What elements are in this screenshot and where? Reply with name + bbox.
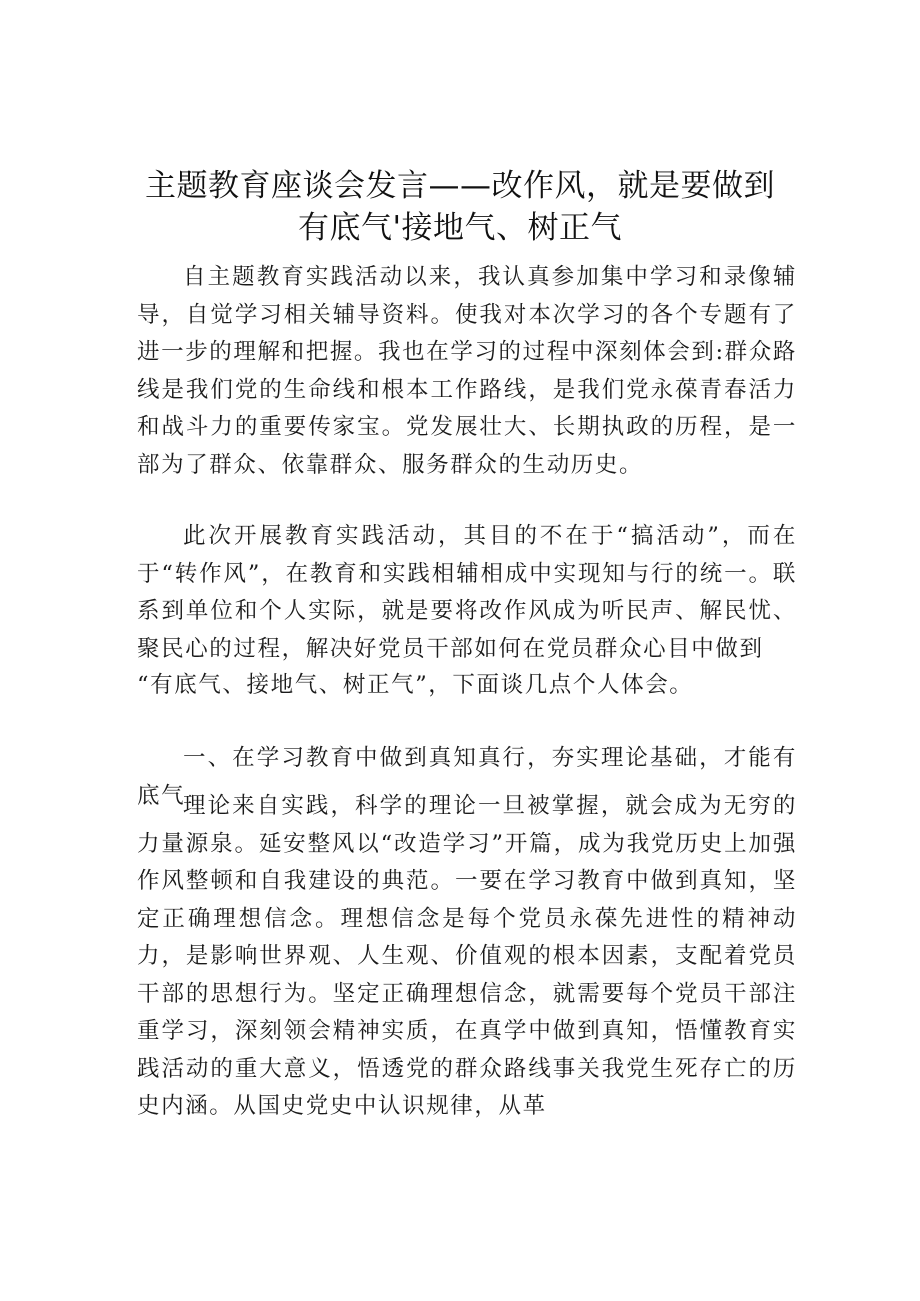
document-title-line-2: 有底气'接地气、树正气 — [297, 210, 623, 246]
section-heading-1: 一、在学习教育中做到真知真行，夯实理论基础，才能有底气 — [137, 745, 797, 809]
paragraph-purpose-continued: “有底气、接地气、树正气”，下面谈几点个人体会。 — [137, 672, 694, 698]
paragraph-purpose: 此次开展教育实践活动，其目的不在于“搞活动”，而在于“转作风”，在教育和实践相辅相成中实现知与行的统一。联系到单位和个人实际，就是要将改作风成为听民声、解民忧、聚民心的过程，解决好党员干部如何在党员群众心目中做到 — [137, 523, 797, 662]
document-title-line-1: 主题教育座谈会发言——改作风，就是要做到 — [145, 168, 775, 204]
paragraph-theory: 理论来自实践，科学的理论一旦被掌握，就会成为无穷的力量源泉。延安整风以“改造学习”开篇，成为我党历史上加强作风整顿和自我建设的典范。一要在学习教育中做到真知，坚定正确理想信念。理想信念是每个党员永葆先进性的精神动力，是影响世界观、人生观、价值观的根本因素，支配着党员干部的思想行为。坚定正确理想信念，就需要每个党员干部注重学习，深刻领会精神实质，在真学中做到真知，悟懂教育实践活动的重大意义，悟透党的群众路线事关我党生死存亡的历史内涵。从国史党史中认识规律，从革 — [137, 793, 797, 1119]
paragraph-intro: 自主题教育实践活动以来，我认真参加集中学习和录像辅导，自觉学习相关辅导资料。使我对本次学习的各个专题有了进一步的理解和把握。我也在学习的过程中深刻体会到:群众路线是我们党的生命线和根本工作路线，是我们党永葆青春活力和战斗力的重要传家宝。党发展壮大、长期执政的历程，是一部为了群众、依靠群众、服务群众的生动历史。 — [137, 264, 797, 478]
